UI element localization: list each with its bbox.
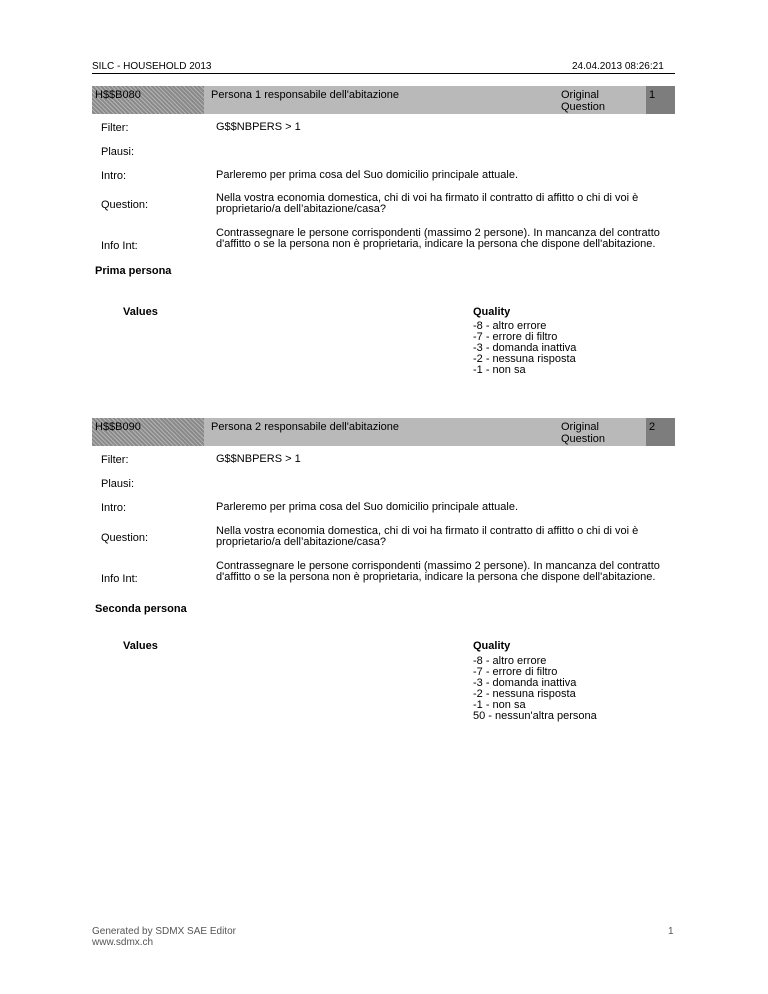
header-timestamp: 24.04.2013 08:26:21	[572, 61, 664, 72]
question-number: 1	[646, 86, 675, 114]
original-question-label: Original Question	[561, 421, 606, 445]
header-divider	[92, 73, 675, 74]
intro-label: Intro:	[101, 170, 127, 182]
intro-value: Parleremo per prima cosa del Suo domicilio principale attuale.	[216, 501, 519, 513]
quality-heading: Quality	[473, 640, 511, 652]
question-text: Nella vostra economia domestica, chi di voi ha firmato il contratto di affitto o chi di voi è proprietario/a dell’abitazione/casa?	[216, 525, 639, 548]
filter-value: G$$NBPERS > 1	[216, 121, 301, 133]
list-item: -1 - non sa	[473, 699, 526, 711]
list-item: -2 - nessuna risposta	[473, 353, 576, 365]
list-item: -1 - non sa	[473, 364, 526, 376]
list-item: -2 - nessuna risposta	[473, 688, 576, 700]
intro-label: Intro:	[101, 502, 127, 514]
page-number: 1	[668, 926, 674, 937]
question-number: 2	[646, 418, 675, 446]
filter-label: Filter:	[101, 122, 129, 134]
list-item: -3 - domanda inattiva	[473, 342, 577, 354]
question-text: Nella vostra economia domestica, chi di voi ha firmato il contratto di affitto o chi di voi è proprietario/a dell’abitazione/casa?	[216, 192, 639, 215]
quality-list	[473, 321, 576, 376]
question-code: H$$B090	[92, 418, 204, 446]
info-label: Info Int:	[101, 240, 138, 252]
info-text: Contrassegnare le persone corrispondenti (massimo 2 persone). In mancanza del contratto d'affitto o se la persona non è proprietaria, indicare la persona che dispone dell'abitazione.	[216, 560, 660, 583]
question-title: Persona 2 responsabile dell'abitazione	[211, 421, 400, 433]
plausi-label: Plausi:	[101, 146, 135, 158]
list-item: 50 - nessun'altra persona	[473, 710, 597, 722]
plausi-label: Plausi:	[101, 478, 135, 490]
list-item: -3 - domanda inattiva	[473, 677, 577, 689]
intro-value: Parleremo per prima cosa del Suo domicilio principale attuale.	[216, 169, 519, 181]
quality-list	[473, 656, 597, 722]
list-item: -7 - errore di filtro	[473, 331, 558, 343]
filter-label: Filter:	[101, 454, 129, 466]
values-heading: Values	[123, 306, 158, 318]
question-bar	[92, 86, 675, 114]
question-block-1	[92, 86, 675, 386]
header-title: SILC - HOUSEHOLD 2013	[92, 61, 212, 72]
info-text: Contrassegnare le persone corrispondenti (massimo 2 persone). In mancanza del contratto d'affitto o se la persona non è proprietaria, indicare la persona che dispone dell'abitazione.	[216, 227, 660, 250]
filter-value: G$$NBPERS > 1	[216, 453, 301, 465]
info-label: Info Int:	[101, 573, 138, 585]
question-block-2	[92, 418, 675, 738]
footer-generator: Generated by SDMX SAE Editor www.sdmx.ch	[92, 926, 236, 948]
question-code: H$$B080	[92, 86, 204, 114]
original-question-label: Original Question	[561, 89, 606, 113]
list-item: -7 - errore di filtro	[473, 666, 558, 678]
question-label: Question:	[101, 532, 149, 544]
list-item: -8 - altro errore	[473, 655, 547, 667]
list-item: -8 - altro errore	[473, 320, 547, 332]
section-title: Prima persona	[95, 265, 172, 277]
question-bar	[92, 418, 675, 446]
question-title: Persona 1 responsabile dell'abitazione	[211, 89, 400, 101]
values-heading: Values	[123, 640, 158, 652]
section-title: Seconda persona	[95, 603, 187, 615]
quality-heading: Quality	[473, 306, 511, 318]
question-label: Question:	[101, 199, 149, 211]
